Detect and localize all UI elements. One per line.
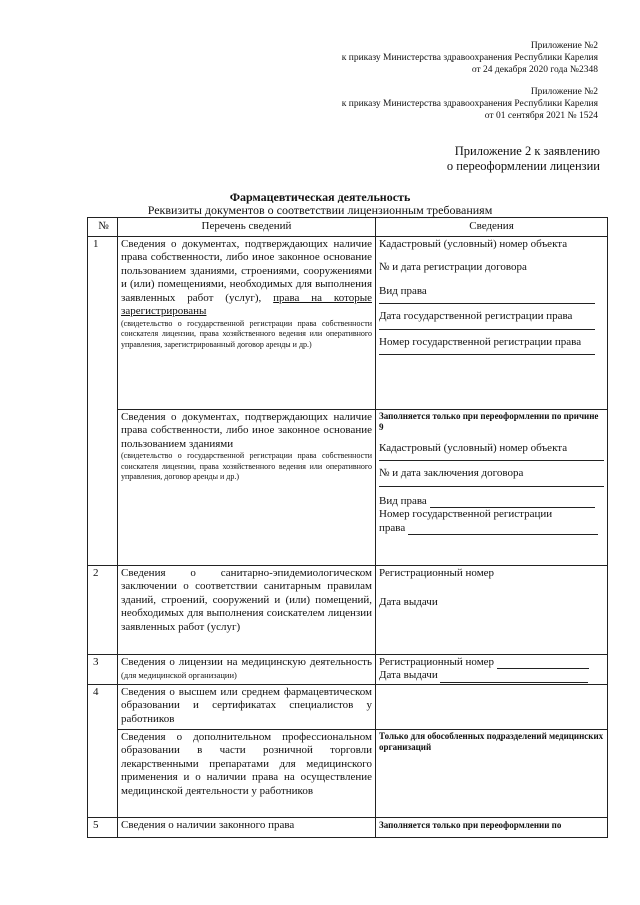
row-1b-right-label: права bbox=[379, 521, 406, 534]
header1-line2: к приказу Министерства здравоохранения Республики Карелия bbox=[341, 53, 598, 63]
column-list-header: Перечень сведений bbox=[118, 218, 376, 237]
contract-registration-label: № и дата регистрации договора bbox=[379, 261, 527, 273]
row-1b-contract-line[interactable] bbox=[379, 486, 604, 487]
row-1b-contract-label: № и дата заключения договора bbox=[379, 467, 524, 479]
header1-line3: от 24 декабря 2020 года №2348 bbox=[471, 65, 598, 75]
right-type-line[interactable] bbox=[379, 302, 595, 304]
row-1b-info bbox=[376, 409, 608, 565]
row-5-description: Сведения о наличии законного права bbox=[118, 817, 376, 837]
cadastral-number-label: Кадастровый (условный) номер объекта bbox=[379, 237, 568, 250]
row-1b-description bbox=[118, 409, 376, 565]
row-1a-main-text: Сведения о документах, подтверждающих наличие права собственности, либо иное законное основание пользованием зданиями, строениями, сооружениями и (или) помещениями, необходимых для выполнения заявленных работ (услуг), bbox=[121, 237, 372, 304]
header2-line1: Приложение №2 bbox=[530, 87, 598, 97]
row-5-note: Заполняется только при переоформлении по bbox=[379, 819, 562, 830]
row-2-issue-date-label: Дата выдачи bbox=[379, 596, 438, 608]
row-5-info bbox=[376, 817, 608, 837]
row-1b-fill-note: Заполняется только при переоформлении по причине 9 bbox=[379, 410, 599, 432]
row-3-issue-date-label: Дата выдачи bbox=[379, 669, 438, 681]
header1-line1: Приложение №2 bbox=[530, 41, 598, 51]
row-3-issue-date bbox=[379, 669, 604, 683]
header3-line2: о переоформлении лицензии bbox=[446, 159, 600, 173]
row-3-issue-date-line[interactable] bbox=[440, 682, 588, 683]
row-3-reg-number bbox=[379, 656, 604, 670]
table-header-row bbox=[88, 218, 608, 237]
row-4a-description: Сведения о высшем или среднем фармацевтическом образовании и сертификатах специалистов у работников bbox=[118, 684, 376, 729]
table-row-3 bbox=[88, 654, 608, 684]
row-1b-right-line[interactable] bbox=[408, 534, 598, 535]
document-title: Фармацевтическая деятельность bbox=[229, 190, 411, 204]
column-info-header: Сведения bbox=[376, 218, 608, 237]
row-4b-note: Только для обособленных подразделений медицинских организаций bbox=[379, 730, 604, 752]
row-1b-right-type-label: Вид права bbox=[379, 494, 427, 507]
row-3-reg-number-label: Регистрационный номер bbox=[379, 655, 495, 668]
row-1b-note: (свидетельство о государственной регистрации права собственности соискателя лицензии, права хозяйственного ведения или оперативного управления, договор аренды и др.) bbox=[121, 451, 372, 481]
row-4a-info bbox=[376, 684, 608, 729]
requisites-table bbox=[87, 217, 608, 838]
appendix-header-1 bbox=[342, 40, 598, 76]
row-1a-underlined-text: права на которые зарегистрированы bbox=[121, 291, 373, 317]
row-1a-description bbox=[118, 236, 376, 409]
table-row-1a bbox=[88, 236, 608, 409]
table-row-2 bbox=[88, 565, 608, 654]
row-3-description bbox=[118, 654, 376, 684]
row-1b-cadastral-line[interactable] bbox=[379, 460, 604, 461]
row-4b-description: Сведения о дополнительном профессиональном образовании в части розничной торговли лекарственными препаратами для медицинского применения и о наличии права на осуществление медицинской деятельности у работников bbox=[118, 729, 376, 817]
registration-number-label: Номер государственной регистрации права bbox=[379, 335, 582, 348]
row-3-note: (для медицинской организации) bbox=[121, 670, 237, 680]
column-number-header: № bbox=[88, 218, 118, 237]
row-5-number: 5 bbox=[88, 817, 118, 837]
row-1a-note: (свидетельство о государственной регистрации права собственности соискателя лицензии, права хозяйственного ведения или оперативного управления, зарегистрированный договор аренды и др.) bbox=[121, 318, 372, 349]
appendix-header-2 bbox=[342, 86, 598, 122]
table-row-4a bbox=[88, 684, 608, 729]
table-row-4b bbox=[88, 729, 608, 817]
row-1b-cadastral-label: Кадастровый (условный) номер объекта bbox=[379, 441, 568, 454]
row-4b-info bbox=[376, 729, 608, 817]
table-row-1b bbox=[88, 409, 608, 565]
row-2-info bbox=[376, 565, 608, 654]
row-3-info bbox=[376, 654, 608, 684]
row-2-reg-number-label: Регистрационный номер bbox=[379, 566, 495, 579]
row-3-main-text: Сведения о лицензии на медицинскую деятельность bbox=[121, 655, 372, 668]
registration-number-line[interactable] bbox=[379, 353, 595, 355]
header2-line2: к приказу Министерства здравоохранения Республики Карелия bbox=[341, 99, 598, 109]
registration-date-line[interactable] bbox=[379, 328, 595, 330]
registration-date-label: Дата государственной регистрации права bbox=[379, 310, 573, 322]
row-3-number: 3 bbox=[88, 654, 118, 684]
row-1a-info bbox=[376, 236, 608, 409]
header2-line3: от 01 сентября 2021 № 1524 bbox=[484, 111, 598, 121]
row-4-number: 4 bbox=[88, 684, 118, 817]
row-1b-reg-number-label: Номер государственной регистрации bbox=[379, 508, 553, 520]
row-1b-right bbox=[379, 522, 604, 536]
application-appendix-header bbox=[447, 144, 600, 174]
row-2-description: Сведения о санитарно-эпидемиологическом заключении о соответствии санитарным правилам зданий, строений, сооружений и (или) помещений, необходимых для выполнения соискателем лицензии заявленных работ (услуг) bbox=[118, 565, 376, 654]
row-1-number: 1 bbox=[88, 236, 118, 565]
document-subtitle: Реквизиты документов о соответствии лицензионным требованиям bbox=[147, 203, 493, 217]
table-row-5 bbox=[88, 817, 608, 837]
row-2-number: 2 bbox=[88, 565, 118, 654]
right-type-label: Вид права bbox=[379, 284, 427, 297]
row-1b-right-type bbox=[379, 495, 604, 509]
row-1b-main-text: Сведения о документах, подтверждающих наличие права собственности, либо иное законное основание пользованием зданиями bbox=[121, 410, 372, 450]
header3-line1: Приложение 2 к заявлению bbox=[454, 144, 600, 158]
